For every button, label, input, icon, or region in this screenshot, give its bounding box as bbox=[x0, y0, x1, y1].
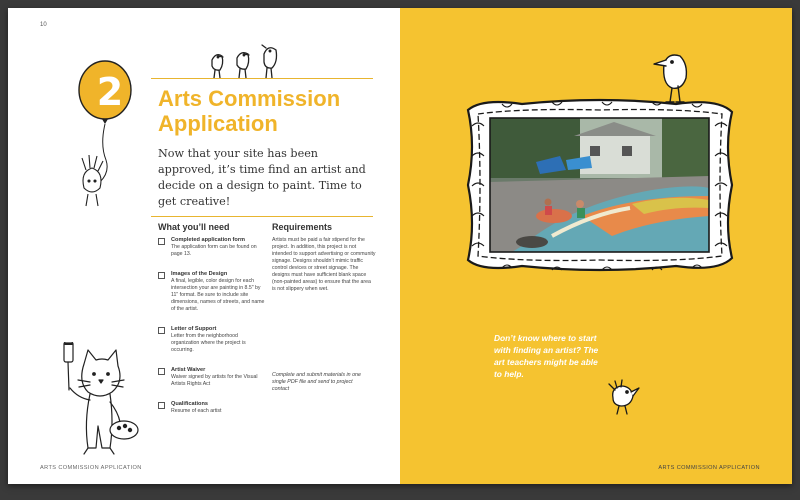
checklist-item-design-images bbox=[158, 271, 266, 313]
checklist-item-title: Artist Waiver bbox=[171, 367, 206, 373]
artist-callout: Don’t know where to start with finding an artist? The art teachers might be able to help. bbox=[494, 333, 599, 379]
bird-on-frame-illustration bbox=[650, 50, 698, 108]
checklist-item-desc: Resume of each artist bbox=[171, 408, 222, 414]
page-title: Arts Commission Application bbox=[158, 86, 341, 136]
footer-right: ARTS COMMISSION APPLICATION bbox=[658, 465, 760, 471]
checklist-item-application-form bbox=[158, 237, 266, 258]
framed-street-mural-photo bbox=[462, 96, 737, 274]
checkbox[interactable] bbox=[158, 402, 165, 409]
section-rule bbox=[151, 216, 373, 217]
checklist-item-desc: Waiver signed by artists for the Visual Artists Rights Act bbox=[171, 374, 258, 387]
checklist-item-title: Completed application form bbox=[171, 237, 245, 243]
three-birds-illustration bbox=[204, 44, 289, 80]
step-number: 2 bbox=[96, 70, 124, 114]
brochure-spread bbox=[8, 8, 792, 484]
checklist-item-qualifications bbox=[158, 401, 266, 415]
checklist-item-title: Letter of Support bbox=[171, 326, 217, 332]
title-rule bbox=[151, 78, 373, 79]
checklist-item-title: Images of the Design bbox=[171, 271, 228, 277]
checklist-item-letter-of-support bbox=[158, 326, 266, 354]
footer-left: ARTS COMMISSION APPLICATION bbox=[40, 465, 142, 471]
checkbox[interactable] bbox=[158, 368, 165, 375]
checklist bbox=[158, 237, 266, 415]
checklist-item-desc: Letter from the neighborhood organization where the project is occurring. bbox=[171, 333, 246, 353]
checkbox[interactable] bbox=[158, 327, 165, 334]
checklist-item-desc: A final, legible, color design for each intersection your are painting in 8.5" by 11" format. Be sure to include site dimensions, names of streets, and name of the artist. bbox=[171, 278, 265, 312]
submit-note: Complete and submit materials in one single PDF file and send to project contact bbox=[272, 372, 361, 392]
requirements-heading: Requirements bbox=[272, 222, 333, 232]
checklist-item-artist-waiver bbox=[158, 367, 266, 388]
checkbox[interactable] bbox=[158, 238, 165, 245]
intro-text: Now that your site has been approved, it’s time find an artist and decide on a design to paint. Time to get creative! bbox=[158, 147, 366, 208]
checkbox[interactable] bbox=[158, 272, 165, 279]
small-bird-illustration bbox=[603, 378, 641, 416]
right-page bbox=[400, 8, 792, 484]
left-page bbox=[8, 8, 400, 484]
cat-painter-illustration bbox=[54, 342, 142, 458]
what-you-need-heading: What you’ll need bbox=[158, 222, 230, 232]
checklist-item-title: Qualifications bbox=[171, 401, 208, 407]
requirements-text: Artists must be paid a fair stipend for the project. In addition, this project is not intended to support advertising or community signage. Designs shouldn’t mimic traffic control devices or street signage. The designs must have sufficient blank space (non-painted areas) to ensure that the area is not slippery when wet. bbox=[272, 237, 376, 292]
page-number: 10 bbox=[40, 22, 47, 28]
checklist-item-desc: The application form can be found on page 13. bbox=[171, 244, 257, 257]
